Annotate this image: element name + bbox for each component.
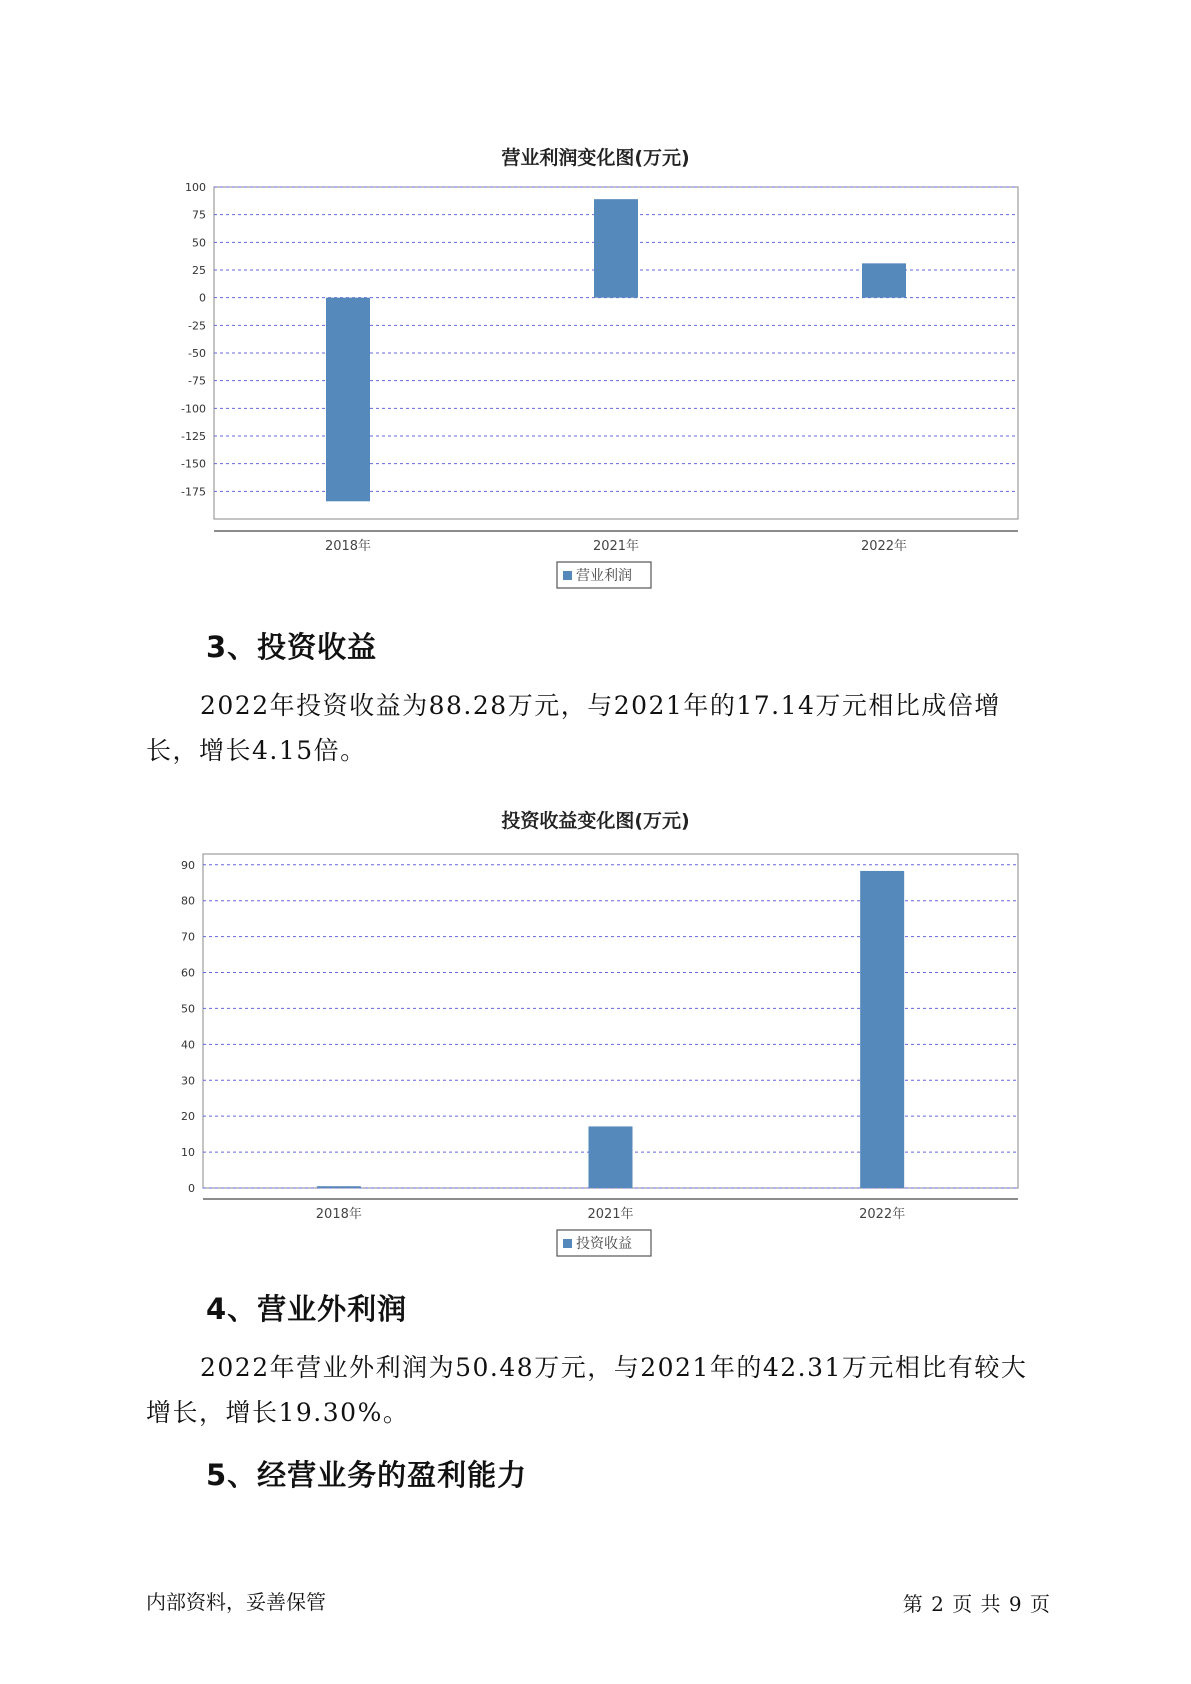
section-heading-profitability: 5、经营业务的盈利能力 (206, 1458, 528, 1492)
y-tick-label: 50 (192, 236, 206, 250)
y-tick-label: 70 (181, 930, 195, 944)
y-tick-label: -100 (181, 402, 206, 416)
section-text-investment: 2022年投资收益为88.28万元，与2021年的17.14万元相比成倍增长，增长4.15倍。 (146, 691, 1001, 765)
y-tick-label: 90 (181, 858, 195, 872)
legend-label: 投资收益 (576, 1236, 632, 1252)
y-tick-label: 0 (199, 291, 206, 305)
legend-swatch (563, 571, 572, 580)
chart-title-investment-income: 投资收益变化图(万元) (501, 810, 690, 832)
y-tick-label: -175 (181, 485, 206, 499)
y-tick-label: 60 (181, 966, 195, 980)
x-tick-label: 2022年 (859, 1207, 906, 1222)
x-tick-label: 2018年 (324, 539, 372, 554)
y-tick-label: 10 (181, 1146, 195, 1160)
bar (860, 871, 904, 1188)
section-heading-investment: 3、投资收益 (206, 630, 378, 664)
x-tick-label: 2018年 (315, 1207, 362, 1222)
y-tick-label: -125 (181, 430, 206, 443)
section-heading-non-operating: 4、营业外利润 (206, 1292, 408, 1326)
y-tick-label: -50 (188, 347, 206, 360)
x-tick-label: 2021年 (587, 1207, 634, 1222)
x-tick-label: 2021年 (592, 539, 640, 554)
operating-profit-chart (0, 170, 1191, 590)
bar (326, 298, 370, 502)
legend-swatch (563, 1239, 572, 1248)
y-tick-label: 30 (181, 1074, 195, 1088)
bar (862, 263, 906, 297)
y-tick-label: 50 (181, 1002, 195, 1016)
bar (317, 1186, 361, 1188)
footer-confidential-note: 内部资料，妥善保管 (146, 1590, 326, 1614)
y-tick-label: 80 (181, 894, 195, 908)
legend-label: 营业利润 (576, 568, 632, 584)
bar (589, 1126, 633, 1188)
y-tick-label: 75 (192, 208, 206, 222)
y-tick-label: -25 (188, 319, 206, 333)
y-tick-label: 25 (192, 264, 206, 277)
x-tick-label: 2022年 (860, 539, 908, 554)
y-tick-label: 100 (185, 181, 206, 194)
y-tick-label: 40 (181, 1038, 195, 1052)
y-tick-label: 20 (181, 1110, 195, 1124)
y-tick-label: -75 (188, 374, 206, 388)
section-text-non-operating: 2022年营业外利润为50.48万元，与2021年的42.31万元相比有较大增长，增长19.30%。 (146, 1353, 1028, 1427)
investment-income-chart (0, 840, 1191, 1260)
y-tick-label: 0 (188, 1182, 195, 1195)
y-tick-label: -150 (181, 457, 206, 471)
bar (594, 199, 638, 297)
chart-title-operating-profit: 营业利润变化图(万元) (501, 147, 690, 169)
footer-page-number: 第 2 页 共 9 页 (902, 1592, 1051, 1616)
